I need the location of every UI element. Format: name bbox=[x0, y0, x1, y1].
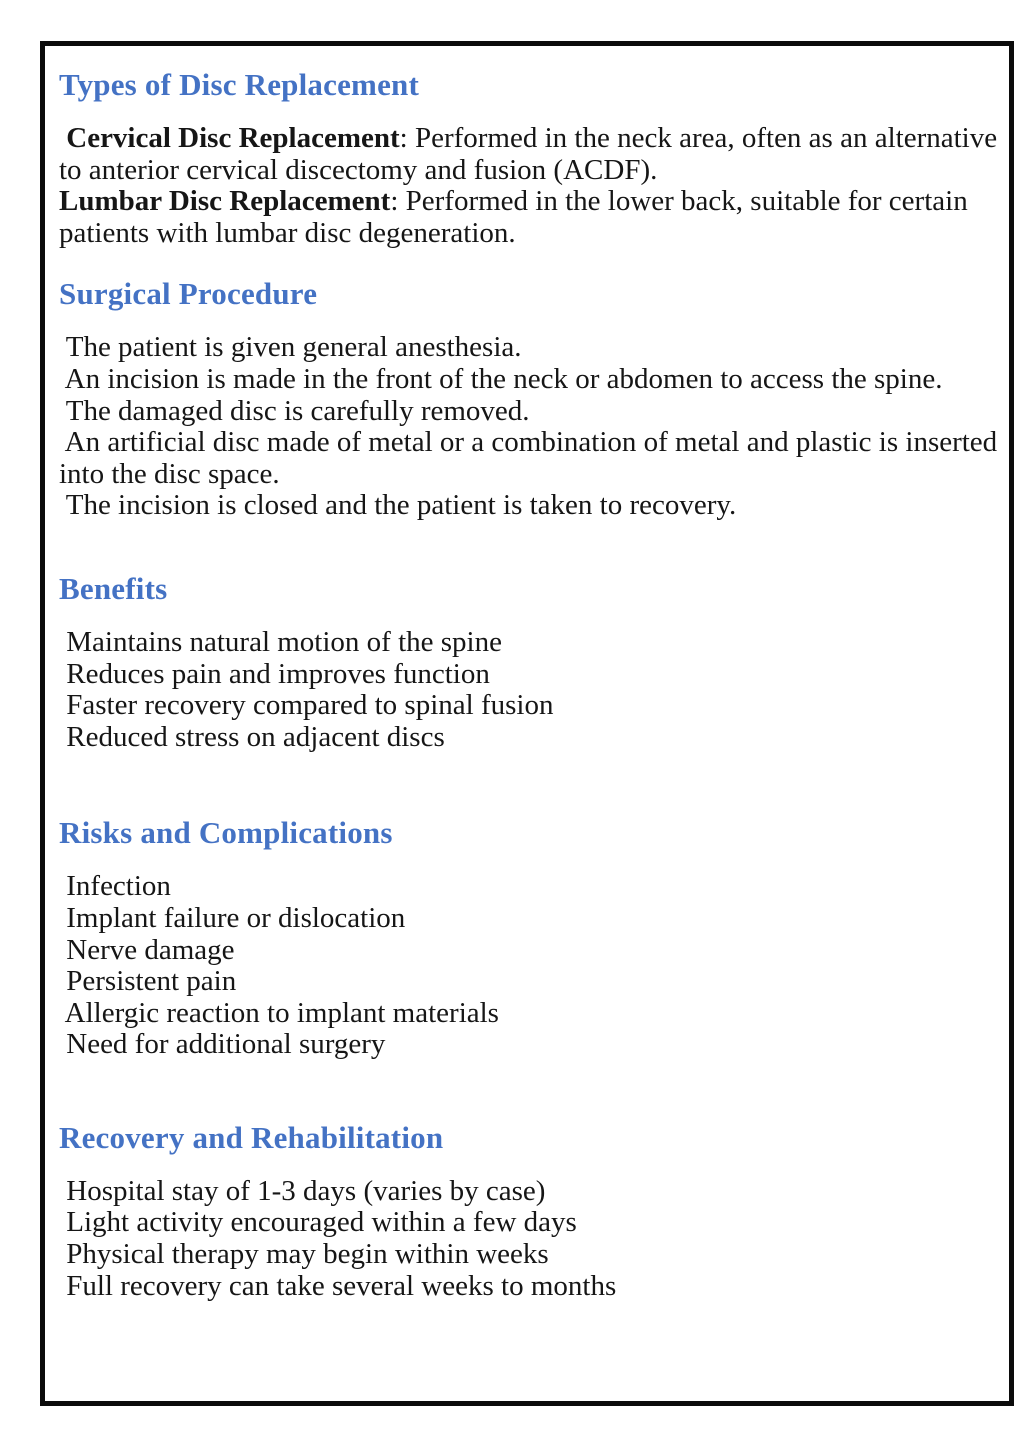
text-line bbox=[59, 1239, 993, 1271]
section-heading: Benefits bbox=[59, 570, 168, 606]
section-benefits bbox=[59, 569, 993, 753]
section-heading: Risks and Complications bbox=[59, 815, 393, 851]
text: Maintains natural motion of the spine bbox=[59, 625, 502, 658]
text-line bbox=[59, 155, 993, 187]
text-line bbox=[59, 1207, 993, 1239]
document-page bbox=[40, 41, 1014, 1406]
text: An incision is made in the front of the neck or abdomen to access the spine. bbox=[59, 362, 943, 395]
section-surgical-procedure bbox=[59, 274, 998, 522]
text: Physical therapy may begin within weeks bbox=[59, 1238, 549, 1271]
text: Hospital stay of 1-3 days (varies by case) bbox=[59, 1174, 546, 1207]
text-line bbox=[59, 186, 993, 218]
document-content bbox=[59, 65, 998, 1302]
text: into the disc space. bbox=[59, 457, 280, 490]
section-recovery-and-rehabilitation bbox=[59, 1118, 993, 1302]
text: Persistent pain bbox=[59, 965, 237, 998]
text-line bbox=[59, 218, 993, 250]
text-line bbox=[59, 1176, 993, 1208]
text: The incision is closed and the patient is taken to recovery. bbox=[59, 489, 737, 522]
text-line bbox=[59, 690, 993, 722]
text: Full recovery can take several weeks to months bbox=[59, 1269, 617, 1302]
text-line bbox=[59, 871, 993, 903]
text-line bbox=[59, 1029, 993, 1061]
text: Nerve damage bbox=[59, 933, 235, 966]
text: Implant failure or dislocation bbox=[59, 901, 406, 934]
text: Need for additional surgery bbox=[59, 1028, 386, 1061]
text-line bbox=[59, 903, 993, 935]
text-line bbox=[59, 1271, 993, 1303]
text: : Performed in the neck area, often as an alternative bbox=[399, 122, 998, 154]
text: Faster recovery compared to spinal fusion bbox=[59, 689, 554, 722]
text: Reduces pain and improves function bbox=[59, 657, 490, 690]
text-line bbox=[59, 459, 993, 491]
text-line bbox=[59, 396, 993, 428]
text: An artificial disc made of metal or a combination of metal and plastic is inserted bbox=[59, 426, 998, 459]
section-types-of-disc-replacement bbox=[59, 65, 998, 249]
text-line bbox=[59, 659, 993, 691]
text-line bbox=[59, 490, 993, 522]
text-line bbox=[59, 627, 993, 659]
text-line bbox=[59, 998, 993, 1030]
text-line bbox=[59, 966, 993, 998]
text: The patient is given general anesthesia. bbox=[59, 331, 522, 364]
text-line bbox=[59, 122, 998, 155]
section-risks-and-complications bbox=[59, 813, 993, 1061]
text-line bbox=[59, 332, 993, 364]
text-line bbox=[59, 722, 993, 754]
text-line bbox=[59, 935, 993, 967]
section-heading: Types of Disc Replacement bbox=[59, 67, 420, 102]
text: Reduced stress on adjacent discs bbox=[59, 720, 445, 753]
section-heading: Recovery and Rehabilitation bbox=[59, 1119, 444, 1155]
text: to anterior cervical discectomy and fusion (ACDF). bbox=[59, 153, 658, 186]
text: Allergic reaction to implant materials bbox=[59, 996, 499, 1029]
bold-text: Lumbar Disc Replacement bbox=[59, 185, 391, 218]
text: The damaged disc is carefully removed. bbox=[59, 394, 530, 427]
section-heading: Surgical Procedure bbox=[59, 276, 318, 312]
text: Light activity encouraged within a few days bbox=[59, 1206, 577, 1239]
text-line bbox=[59, 364, 993, 396]
text-line bbox=[59, 426, 998, 459]
text: Infection bbox=[59, 870, 171, 903]
bold-text: Cervical Disc Replacement bbox=[66, 122, 400, 154]
text: patients with lumbar disc degeneration. bbox=[59, 216, 516, 249]
text: : Performed in the lower back, suitable for certain bbox=[390, 185, 968, 218]
